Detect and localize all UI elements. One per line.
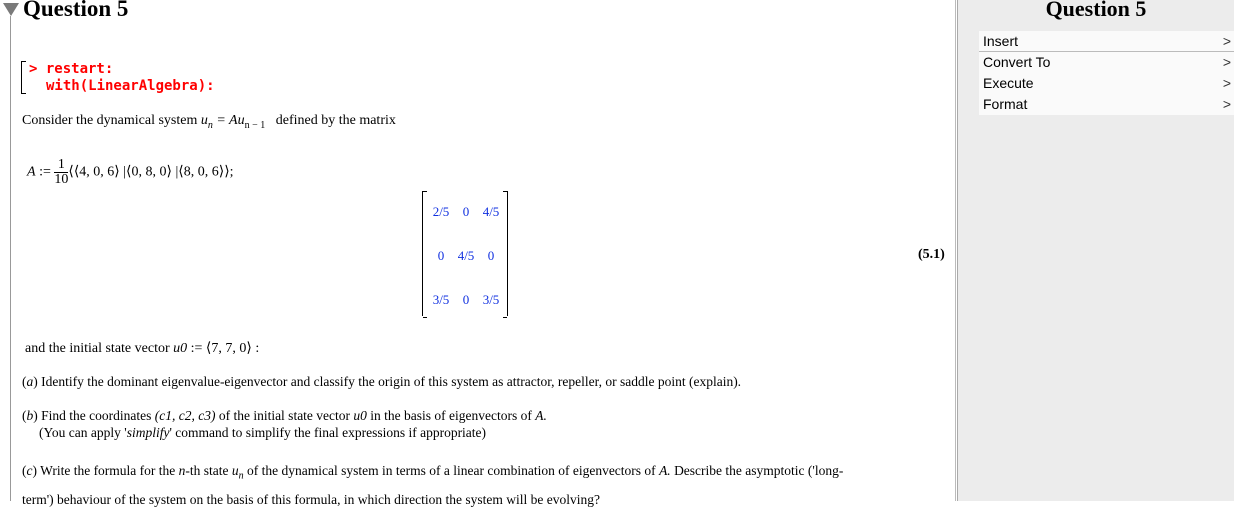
matrix-definition[interactable]: A := $\frac{1}{10}$ ⟨⟨4, 0, 6⟩ |⟨0, 8, 0⟩ |⟨8, 0, 6⟩⟩; bbox=[27, 157, 234, 187]
code-line[interactable]: with(LinearAlgebra): bbox=[46, 78, 215, 94]
matrix-cell: 0 bbox=[462, 204, 470, 219]
matrix-output bbox=[422, 191, 508, 316]
part-a: (a) Identify the dominant eigenvalue-eigenvector and classify the origin of this system as attractor, repeller, or saddle point (explain). bbox=[22, 374, 742, 389]
menu-item-execute[interactable]: Execute > bbox=[979, 73, 1234, 94]
matrix-cell: 4/5 bbox=[457, 248, 475, 263]
matrix-cell: 3/5 bbox=[432, 292, 450, 307]
matrix-cell: 2/5 bbox=[432, 204, 450, 219]
intro-text: Consider the dynamical system $u_n = Au_{n - 1}$ defined by the matrix bbox=[22, 113, 396, 131]
section-bracket bbox=[10, 16, 11, 501]
code-line[interactable]: > restart: bbox=[29, 61, 114, 77]
initial-state-text: and the initial state vector u0 := ⟨7, 7, 0⟩ : bbox=[25, 341, 260, 356]
panel-title: Question 5 bbox=[1045, 0, 1147, 21]
context-panel bbox=[957, 0, 1234, 501]
submenu-arrow-icon: > bbox=[1222, 33, 1231, 49]
fraction: $\frac{1}{10}$ bbox=[54, 157, 69, 187]
part-c: (c) Write the formula for the n-th state $u_n$ of the dynamical system in terms of a linear combination of eigenvectors of A. Describe the asymptotic ('long- term') behaviour of the system on the basis of this formula, in which direction the system will be evolving? bbox=[22, 463, 844, 507]
code-input[interactable] bbox=[29, 61, 215, 95]
execution-group-bracket bbox=[21, 61, 26, 94]
part-b: (b) Find the coordinates (c1, c2, c3) of the initial state vector u0 in the basis of eigenvectors of A. (You can apply 'simplify' command to simplify the final expressions if appropriate) bbox=[22, 408, 547, 440]
section-title: Question 5 bbox=[23, 0, 129, 21]
matrix-cell: 4/5 bbox=[482, 204, 500, 219]
menu-item-insert[interactable]: Insert > bbox=[979, 31, 1234, 52]
submenu-arrow-icon: > bbox=[1222, 75, 1231, 91]
matrix-cell: 0 bbox=[487, 248, 495, 263]
collapse-section-icon[interactable] bbox=[3, 3, 19, 16]
equation-label: (5.1) bbox=[918, 247, 945, 262]
matrix-cell: 3/5 bbox=[482, 292, 500, 307]
submenu-arrow-icon: > bbox=[1222, 96, 1231, 112]
context-menu bbox=[979, 31, 1234, 115]
menu-item-convert-to[interactable]: Convert To > bbox=[979, 52, 1234, 73]
menu-item-format[interactable]: Format > bbox=[979, 94, 1234, 115]
matrix-cell: 0 bbox=[437, 248, 445, 263]
matrix-cell: 0 bbox=[462, 292, 470, 307]
submenu-arrow-icon: > bbox=[1222, 54, 1231, 70]
